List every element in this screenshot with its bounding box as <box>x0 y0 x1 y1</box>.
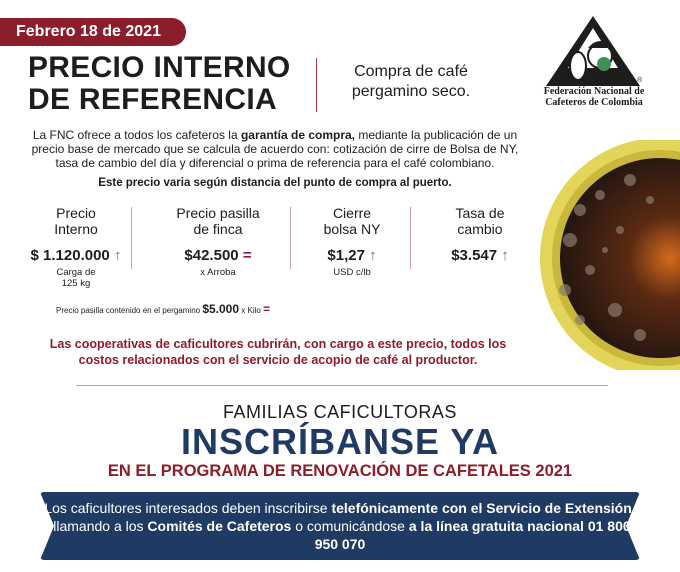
title-line-2: DE REFERENCIA <box>28 83 277 116</box>
price-label <box>22 205 130 237</box>
price-value-row <box>22 247 130 264</box>
price-label <box>158 205 278 237</box>
cierre-bolsa <box>300 205 404 278</box>
price-label <box>428 205 532 237</box>
price-label-line-2: Interno <box>54 221 98 237</box>
column-divider <box>131 207 132 269</box>
intro-text-2: mediante la publicación de un precio base de mercado que se calcula de acuerdo con: cotización de cirre de Bolsa de NY, tasa de cambio del día y diferencial o prima de referencia para el café colombiano. <box>31 128 519 170</box>
price-value-row <box>158 247 278 264</box>
price-label-line-1: Cierre <box>332 205 372 221</box>
price-value: $1,27 <box>327 247 365 264</box>
section-divider <box>76 385 608 386</box>
intro-text-bold: garantía de compra, <box>240 128 356 142</box>
pasilla-value: $5.000 <box>202 302 240 316</box>
price-label <box>300 205 404 237</box>
price-interno <box>22 205 130 289</box>
equals-icon: = <box>242 247 252 264</box>
price-value-row <box>300 247 404 264</box>
campaign-program: EN EL PROGRAMA DE RENOVACIÓN DE CAFETALES 2021 <box>107 462 573 480</box>
price-value: $ 1.120.000 <box>30 247 110 264</box>
title-line-1: PRECIO INTERNO <box>28 51 291 84</box>
tasa-cambio <box>428 205 532 264</box>
price-value-row <box>428 247 532 264</box>
price-label-line-2: bolsa NY <box>323 221 381 237</box>
campaign-families: FAMILIAS CAFICULTORAS <box>223 402 457 422</box>
column-divider <box>290 207 291 269</box>
logo-line-2: Cafeteros de Colombia <box>545 97 643 108</box>
banner-bold: Comités de Cafeteros <box>147 518 292 534</box>
price-pasilla <box>158 205 278 278</box>
price-unit: x Arroba <box>200 267 236 278</box>
intro-paragraph <box>28 128 522 170</box>
pasilla-note <box>56 302 270 316</box>
equals-icon: = <box>263 302 271 316</box>
banner-text: Los caficultores interesados deben inscribirse <box>44 500 332 516</box>
banner-phone: a la línea gratuita nacional 01 8000 950 070 <box>314 518 639 552</box>
price-label-line-1: Precio <box>56 205 96 221</box>
price-label-line-2: cambio <box>457 221 503 237</box>
page-title <box>28 52 318 116</box>
banner-bold: telefónicamente con el Servicio de Extensión, <box>331 500 636 516</box>
price-label-line-1: Tasa de <box>455 205 505 221</box>
registered-mark: ® <box>637 77 643 84</box>
pasilla-label: Precio pasilla contenido en el pergamino <box>56 306 201 315</box>
distance-note: Este precio varia según distancia del punto de compra al puerto. <box>98 177 452 189</box>
contact-banner <box>40 492 640 560</box>
trend-up-icon: ↑ <box>501 247 509 264</box>
price-unit-line-2: 125 kg <box>61 278 91 289</box>
banner-text: o comunicándose <box>291 518 409 534</box>
coffee-cup-image <box>520 140 680 370</box>
intro-text-1: La FNC ofrece a todos los cafeteros la <box>32 128 241 142</box>
page-subtitle: Compra de café pergamino seco. <box>351 63 471 100</box>
price-label-line-2: de finca <box>193 221 243 237</box>
banner-notch-left <box>40 492 54 560</box>
price-unit-line-1: Carga de <box>56 267 96 278</box>
banner-notch-right <box>626 492 640 560</box>
price-value: $3.547 <box>451 247 498 264</box>
price-value: $42.500 <box>184 247 239 264</box>
trend-up-icon: ↑ <box>369 247 377 264</box>
title-divider <box>316 58 317 112</box>
column-divider <box>410 207 411 269</box>
price-unit: USD c/lb <box>333 267 371 278</box>
banner-text: o llamando a los <box>41 518 148 534</box>
logo-line-1: Federación Nacional de <box>543 86 645 97</box>
pasilla-unit: x Kilo <box>241 306 261 315</box>
logo-text <box>524 86 664 108</box>
trend-up-icon: ↑ <box>113 247 122 264</box>
cooperativas-notice: Las cooperativas de caficultores cubrirán, con cargo a este precio, todos los costos relacionados con el servicio de acopio de café al productor. <box>49 337 507 367</box>
price-label-line-1: Precio pasilla <box>176 205 260 221</box>
date-badge: Febrero 18 de 2021 <box>0 18 186 46</box>
price-unit <box>22 267 130 289</box>
campaign-headline: INSCRÍBANSE YA <box>180 421 500 462</box>
